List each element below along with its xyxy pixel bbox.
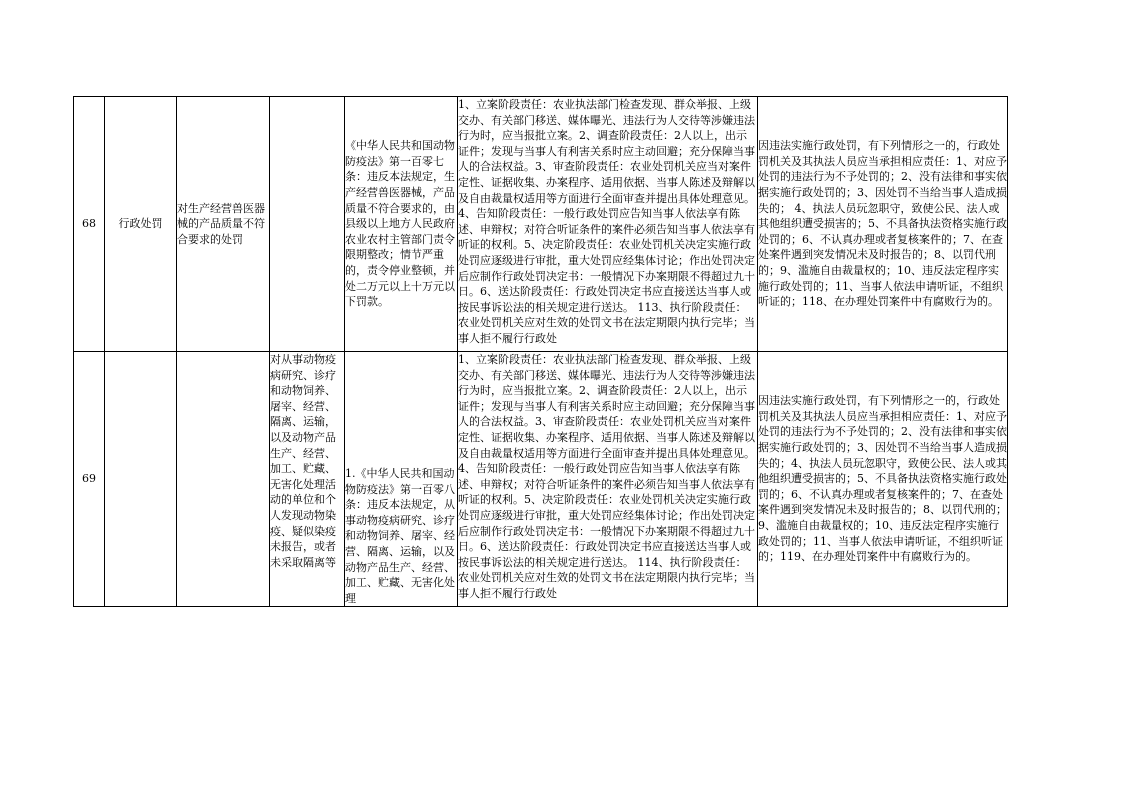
sub-item-text: 对从事动物疫病研究、诊疗和动物饲养、屠宰、经营、隔离、运输，以及动物产品生产、经营、加工、贮藏、无害化处理活动的单位和个人发现动物染疫、疑似染疫未报告，或者未采取隔离等: [270, 353, 336, 569]
responsibility-cell: [458, 97, 758, 352]
item-name: [177, 352, 270, 607]
accountability-cell: [758, 352, 1008, 607]
item-name: [177, 97, 270, 352]
power-list-table: [73, 96, 1008, 607]
legal-basis: [345, 352, 458, 607]
responsibility-text: 1、立案阶段责任：农业执法部门检查发现、群众举报、上级交办、有关部门移送、媒体曝光、违法行为人交待等涉嫌违法行为时，应当报批立案。2、调查阶段责任：2人以上，出示证件；发现与当事人有利害关系时应主动回避；充分保障当事人的合法权益。3、审查阶段责任：农业处罚机关应当对案件定性、证据收集、办案程序、适用依据、当事人陈述及辩解以及自由裁量权适用等方面进行全面审查并提出具体处理意见。4、告知阶段责任：一般行政处罚应告知当事人依法享有陈述、申辩权；对符合听证条件的案件必须告知当事人依法享有听证的权利。5、决定阶段责任：农业处罚机关决定实施行政处罚应逐级进行审批，重大处罚应经集体讨论；作出处罚决定后应制作行政处罚决定书：一般情况下办案期限不得超过九十日。6、送达阶段责任：行政处罚决定书应直接送达当事人或按民事诉讼法的相关规定进行送达。 113、执行阶段责任：农业处罚机关应对生效的处罚文书在法定期限内执行完毕；当事人拒不履行行政处: [458, 98, 755, 345]
accountability-text: 因违法实施行政处罚，有下列情形之一的，行政处罚机关及其执法人员应当承担相应责任：1、对应予处罚的违法行为不予处罚的；2、没有法律和事实依据实施行政处罚的；3、因处罚不当给当事人造成损失的；4、执法人员玩忽职守，致使公民、法人或其他组织遭受损害的；5、不具备执法资格实施行政处罚的；6、不认真办理或者复核案件的；7、在查处案件遇到突发情况未及时报告的；8、以罚代刑的；9、滥施自由裁量权的；10、违反法定程序实施行政处罚的；11、当事人依法申请听证，不组织听证的；119、在办理处罚案件中有腐败行为的。: [758, 394, 1007, 564]
table-row: [74, 97, 1008, 352]
legal-basis-text: 1.《中华人民共和国动物防疫法》第一百零八条：违反本法规定，从事动物疫病研究、诊疗和动物饲养、屠宰、经营、隔离、运输，以及动物产品生产、经营、加工、贮藏、无害化处理: [345, 467, 455, 605]
item-name-text: 对生产经营兽医器械的产品质量不符合要求的处罚: [177, 201, 265, 246]
row-number: 68: [74, 97, 105, 352]
power-type: 行政处罚: [105, 97, 177, 352]
table-row: [74, 352, 1008, 607]
responsibility-cell: [458, 352, 758, 607]
row-number: 69: [74, 352, 105, 607]
legal-basis-text: 《中华人民共和国动物防疫法》第一百零七条：违反本法规定，生产经营兽医器械，产品质量不符合要求的，由县级以上地方人民政府农业农村主管部门责令限期整改；情节严重的，责令停业整顿，并处二万元以上十万元以下罚款。: [345, 139, 455, 309]
power-type: [105, 352, 177, 607]
legal-basis: [345, 97, 458, 352]
sub-item-cell: [270, 352, 345, 607]
accountability-cell: [758, 97, 1008, 352]
sub-item-cell: [270, 97, 345, 352]
accountability-text: 因违法实施行政处罚，有下列情形之一的，行政处罚机关及其执法人员应当承担相应责任：1、对应予处罚的违法行为不予处罚的；2、没有法律和事实依据实施行政处罚的；3、因处罚不当给当事人造成损失的； 4、执法人员玩忽职守，致使公民、法人或其他组织遭受损害的；5、不具备执法资格实施行政处罚的；6、不认真办理或者复核案件的；7、在查处案件遇到突发情况未及时报告的；8、以罚代刑的；9、滥施自由裁量权的；10、违反法定程序实施行政处罚的；11、当事人依法申请听证，不组织听证的；118、在办理处罚案件中有腐败行为的。: [758, 139, 1007, 309]
sub-item-text: [270, 97, 344, 351]
responsibility-text: 1、立案阶段责任：农业执法部门检查发现、群众举报、上级交办、有关部门移送、媒体曝光、违法行为人交待等涉嫌违法行为时，应当报批立案。2、调查阶段责任：2人以上，出示证件；发现与当事人有利害关系时应主动回避；充分保障当事人的合法权益。3、审查阶段责任：农业处罚机关应当对案件定性、证据收集、办案程序、适用依据、当事人陈述及辩解以及自由裁量权适用等方面进行全面审查并提出具体处理意见。4、告知阶段责任：一般行政处罚应告知当事人依法享有陈述、申辩权；对符合听证条件的案件必须告知当事人依法享有听证的权利。5、决定阶段责任：农业处罚机关决定实施行政处罚应逐级进行审批，重大处罚应经集体讨论；作出处罚决定后应制作行政处罚决定书：一般情况下办案期限不得超过九十日。6、送达阶段责任：行政处罚决定书应直接送达当事人或按民事诉讼法的相关规定进行送达。 114、执行阶段责任：农业处罚机关应对生效的处罚文书在法定期限内执行完毕；当事人拒不履行行政处: [458, 353, 755, 600]
